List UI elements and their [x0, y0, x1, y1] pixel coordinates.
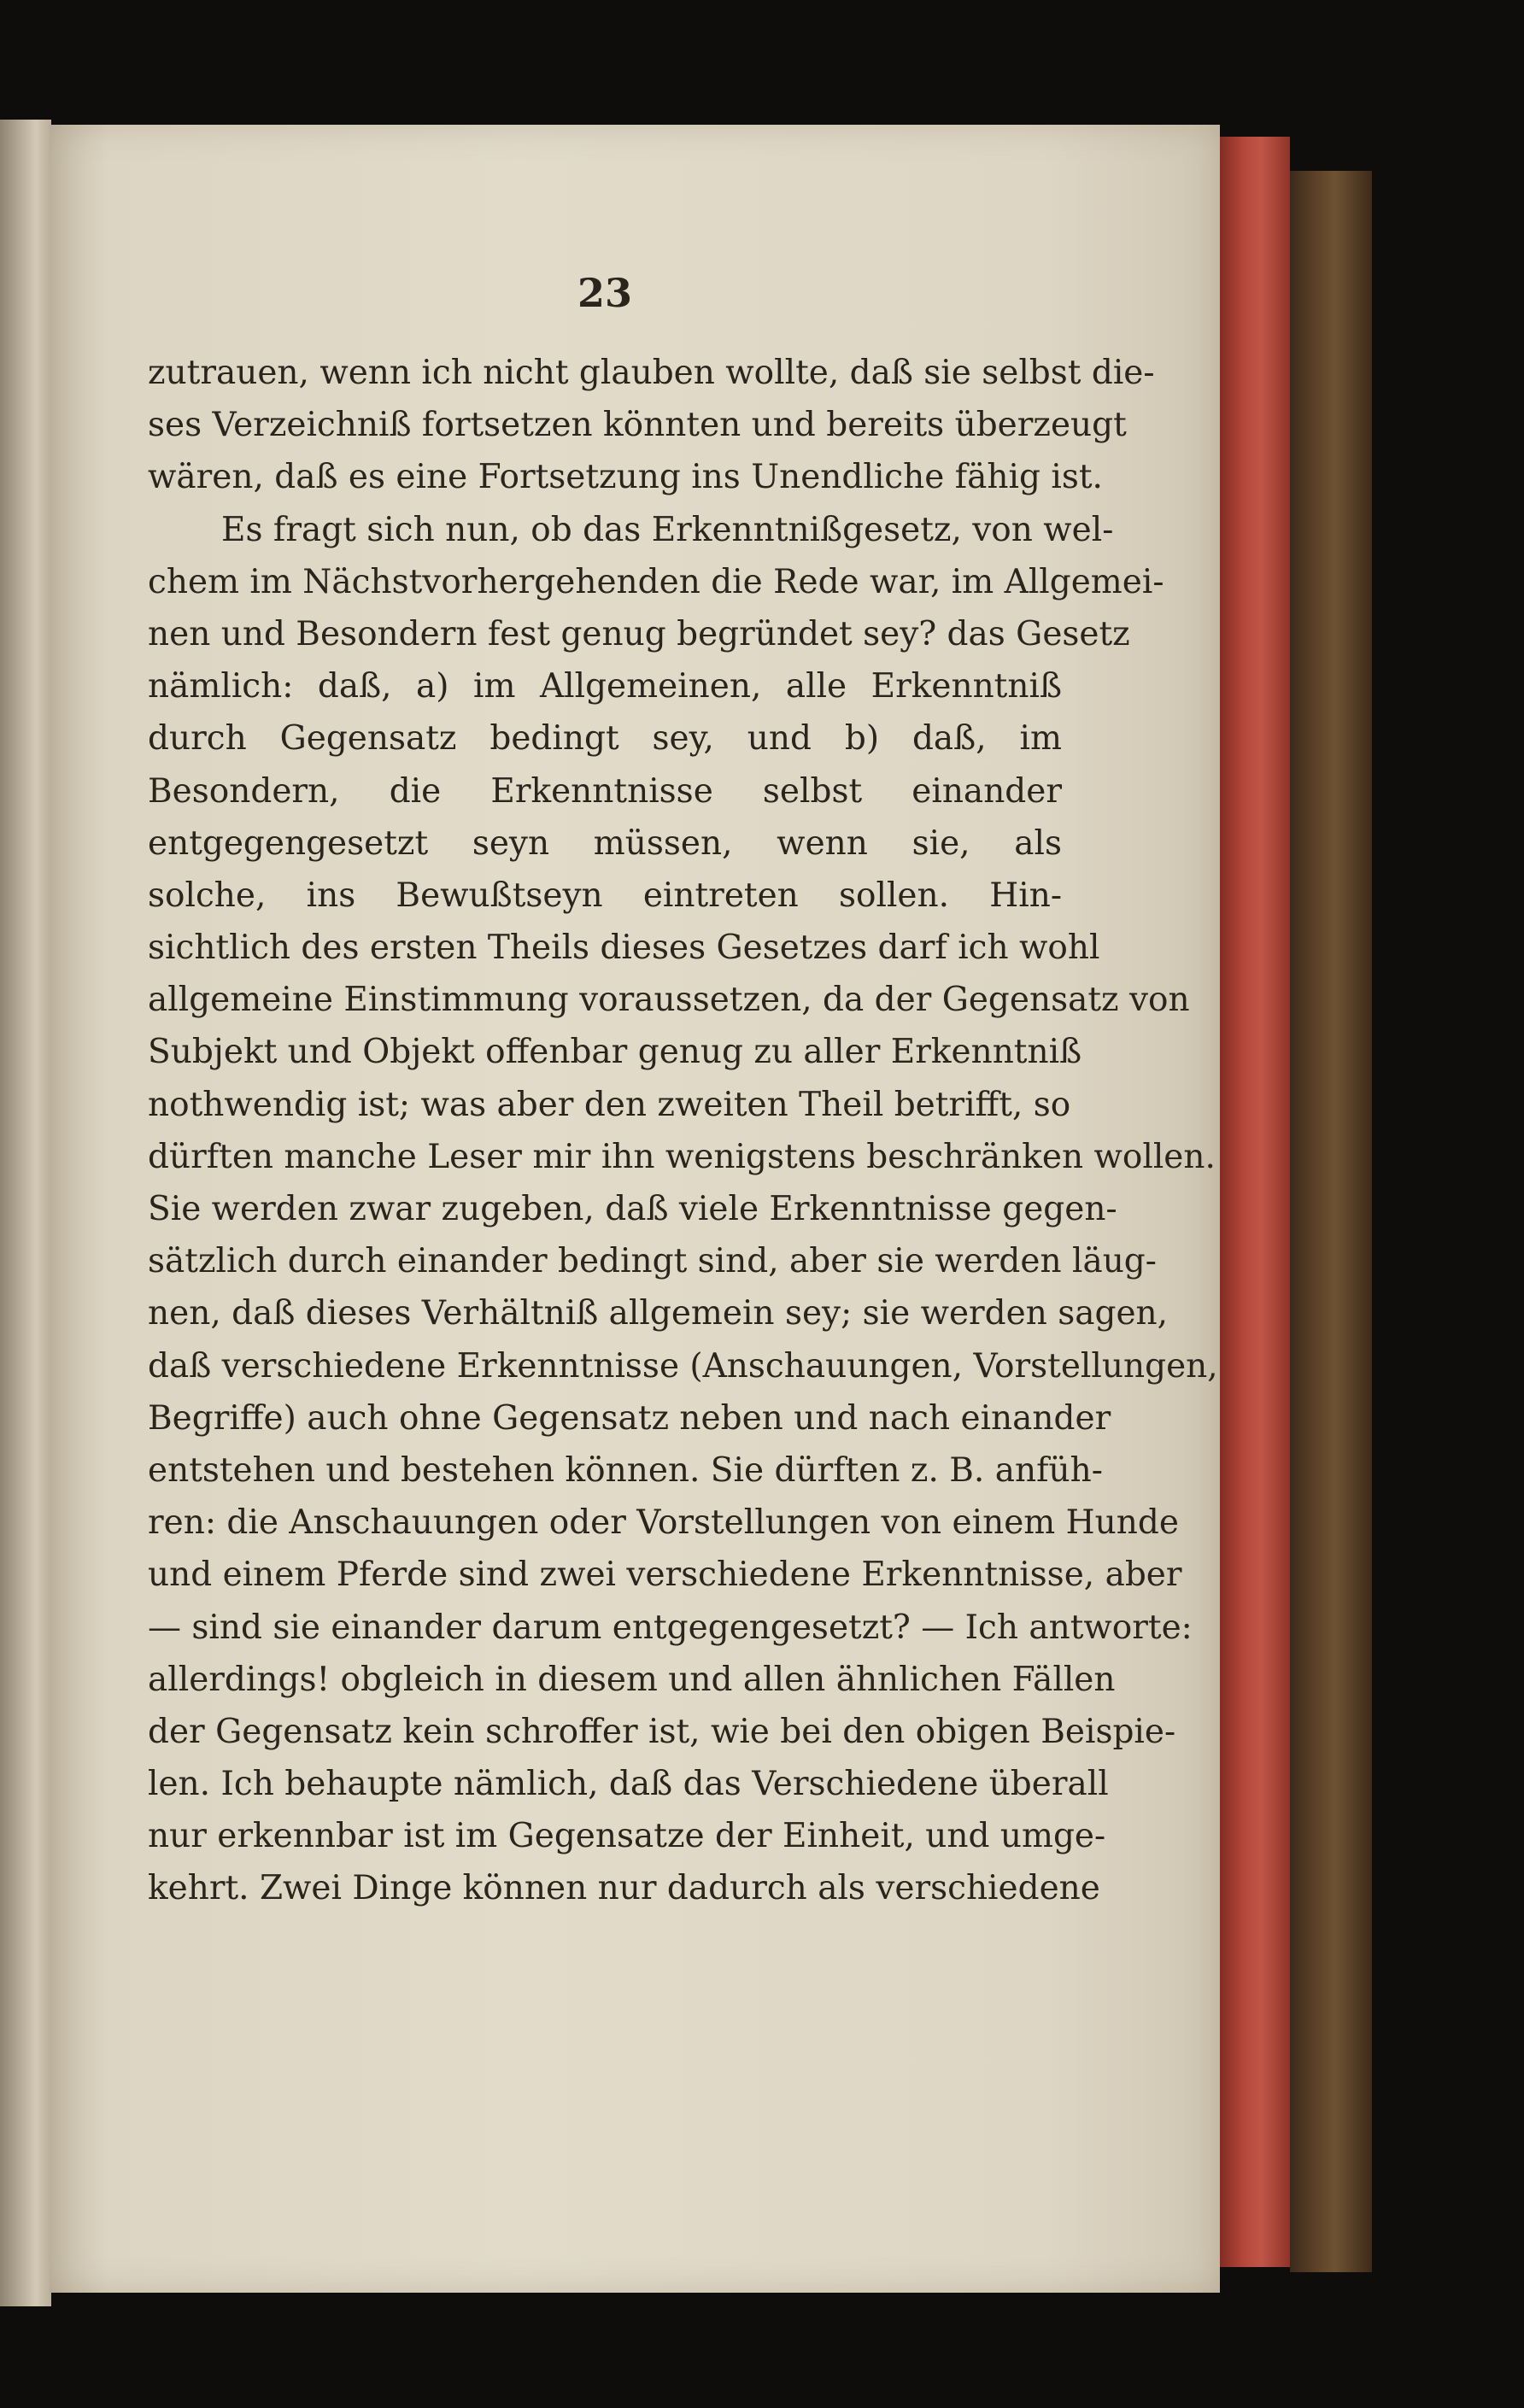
text-line: ses Verzeichniß fortsetzen könnten und bereits überzeugt: [148, 406, 1127, 445]
text-line: Begriffe) auch ohne Gegensatz neben und nach einander: [148, 1398, 1111, 1438]
text-line: allgemeine Einstimmung voraussetzen, da der Gegensatz von: [148, 981, 1190, 1020]
text-line: solche, ins Bewußtseyn eintreten sollen. Hin-: [148, 876, 1062, 915]
text-line: dürften manche Leser mir ihn wenigstens beschränken wollen.: [148, 1137, 1216, 1176]
text-line: allerdings! obgleich in diesem und allen ähnlichen Fällen: [148, 1660, 1116, 1699]
text-line: chem im Nächstvorhergehenden die Rede war, im Allgemei-: [148, 562, 1164, 601]
text-line: Es fragt sich nun, ob das Erkenntnißgesetz, von wel-: [221, 510, 1114, 549]
text-line: len. Ich behaupte nämlich, daß das Verschiedene überall: [148, 1765, 1109, 1804]
text-line: Subjekt und Objekt offenbar genug zu aller Erkenntniß: [148, 1033, 1082, 1072]
text-line: sätzlich durch einander bedingt sind, aber sie werden läug-: [148, 1242, 1157, 1281]
text-line: entgegengesetzt seyn müssen, wenn sie, als: [148, 823, 1062, 863]
text-line: sichtlich des ersten Theils dieses Gesetzes darf ich wohl: [148, 929, 1100, 968]
text-line: der Gegensatz kein schroffer ist, wie bei den obigen Beispie-: [148, 1712, 1176, 1751]
text-line: daß verschiedene Erkenntnisse (Anschauungen, Vorstellungen,: [148, 1346, 1218, 1386]
text-line: durch Gegensatz bedingt sey, und b) daß, im: [148, 719, 1062, 759]
text-line: nämlich: daß, a) im Allgemeinen, alle Erkenntniß: [148, 667, 1062, 706]
text-line: und einem Pferde sind zwei verschiedene Erkenntnisse, aber: [148, 1556, 1182, 1595]
text-line: entstehen und bestehen können. Sie dürften z. B. anfüh-: [148, 1450, 1103, 1490]
text-line: nothwendig ist; was aber den zweiten Theil betrifft, so: [148, 1085, 1071, 1124]
text-line: Besondern, die Erkenntnisse selbst einander: [148, 771, 1062, 811]
text-line: nen und Besondern fest genug begründet sey? das Gesetz: [148, 614, 1130, 653]
text-line: kehrt. Zwei Dinge können nur dadurch als verschiedene: [148, 1869, 1100, 1908]
text-line: nur erkennbar ist im Gegensatze der Einheit, und umge-: [148, 1817, 1106, 1856]
text-line: wären, daß es eine Fortsetzung ins Unendliche fähig ist.: [148, 458, 1103, 497]
page-number: 23: [577, 270, 632, 316]
body-text: [148, 347, 1218, 1915]
text-line: nen, daß dieses Verhältniß allgemein sey; sie werden sagen,: [148, 1294, 1169, 1333]
book-cover-edge: [1290, 171, 1372, 2272]
text-line: ren: die Anschauungen oder Vorstellungen von einem Hunde: [148, 1503, 1179, 1543]
text-line: — sind sie einander darum entgegengesetzt? — Ich antworte:: [148, 1608, 1193, 1647]
text-line: zutrauen, wenn ich nicht glauben wollte, daß sie selbst die-: [148, 354, 1155, 392]
facing-page-edge: [0, 120, 51, 2306]
text-line: Sie werden zwar zugeben, daß viele Erkenntnisse gegen-: [148, 1190, 1117, 1228]
red-page-edges: [1218, 137, 1290, 2267]
